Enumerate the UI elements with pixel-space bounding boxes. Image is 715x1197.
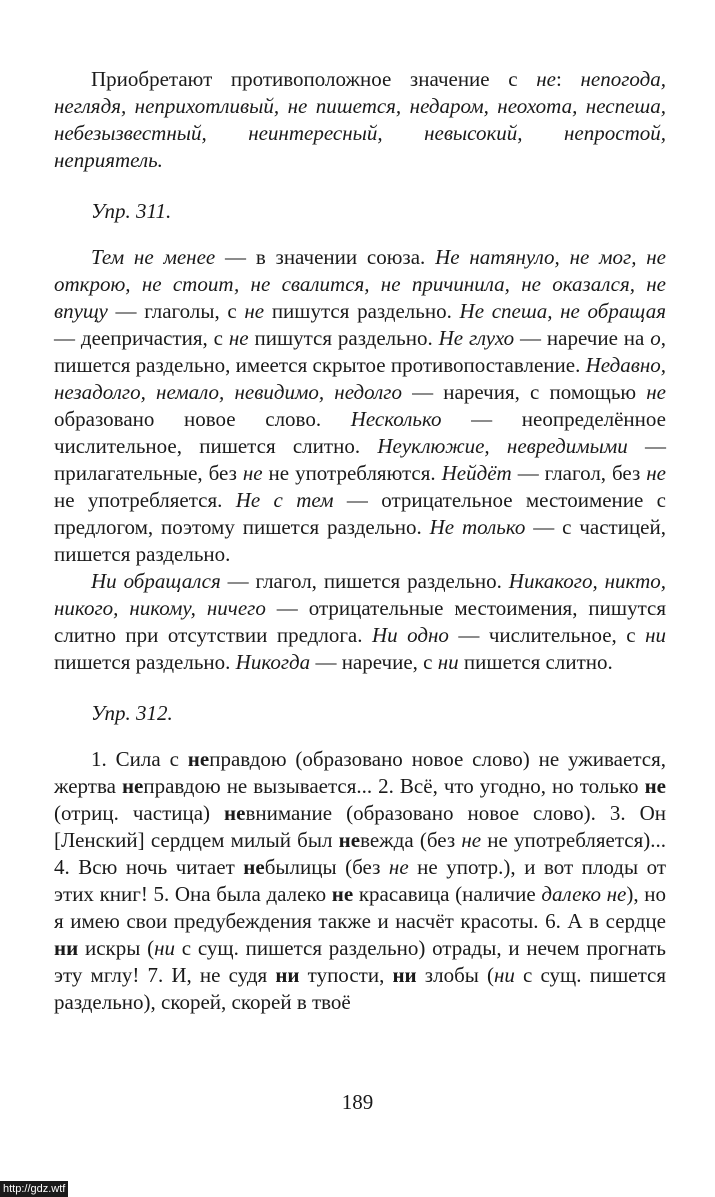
exercise-311-heading: Упр. 311. — [91, 199, 172, 223]
italic-text: не — [244, 299, 265, 323]
text-run: — в значении союза. — [215, 245, 436, 269]
text-run: вежда (без — [360, 828, 462, 852]
italic-text: Не только — [429, 515, 526, 539]
text-run: — числительное, с — [448, 623, 646, 647]
text-run: искры ( — [78, 936, 155, 960]
text-run: — деепричастия, с — [54, 326, 229, 350]
page-number: 189 — [341, 1090, 374, 1114]
italic-text: непогода, неглядя, неприхотливый, не пишется, недаром, неохота, неспеша, небезызвестный, неинтересный, невысокий, непростой, неприятель. — [54, 67, 666, 172]
text-run: пишется слитно. — [458, 650, 613, 674]
text-run: с сущ. пишется раздельно) отрады, и нечем прогнать эту мглу! 7. И, не судя — [54, 936, 666, 987]
italic-text: Неуклюжие, невредимыми — [377, 434, 628, 458]
italic-text: не — [242, 461, 263, 485]
intro-paragraph — [54, 66, 666, 174]
italic-text: Не глухо — [438, 326, 515, 350]
text-run: — отрицательные местоимения, пишутся слитно при отсутствии предлога. — [54, 596, 666, 647]
bold-text: не — [338, 828, 361, 852]
text-run: — наречие, с — [310, 650, 438, 674]
italic-text: Ни обращался — [91, 569, 221, 593]
italic-text: Тем не менее — [91, 245, 216, 269]
bold-text: не — [644, 774, 666, 798]
text-run: 1. Сила с — [91, 747, 188, 771]
italic-text: Не натянуло, не мог, не открою, не стоит, не свалится, не причинила, не оказался, не впущу — [54, 245, 667, 323]
text-run: пишется раздельно. — [54, 650, 236, 674]
bold-text: ни — [392, 963, 417, 987]
text-run: красавица (наличие — [353, 882, 542, 906]
italic-text: не — [536, 67, 556, 91]
italic-text: о — [650, 326, 661, 350]
exercise-311-paragraph-2 — [54, 568, 666, 676]
italic-text: ни — [437, 650, 459, 674]
italic-text: ни — [645, 623, 666, 647]
italic-text: Ни одно — [371, 623, 449, 647]
text-run: былицы (без — [264, 855, 389, 879]
text-run: не употр.), и вот плоды от этих книг! 5. Она была далеко — [54, 855, 667, 906]
text-run: правдою (образовано новое слово) не уживается, жертва — [54, 747, 666, 798]
text-run: — с частицей, пишется раздельно. — [54, 515, 666, 566]
italic-text: не — [461, 828, 482, 852]
text-run: не употребляются. — [262, 461, 442, 485]
exercise-311-paragraph-1 — [54, 244, 666, 568]
text-run: — глагол, пишется раздельно. — [220, 569, 509, 593]
italic-text: Никогда — [235, 650, 311, 674]
italic-text: Не спеша, не обращая — [459, 299, 666, 323]
text-run: — наречие на — [514, 326, 651, 350]
text-run: — наречия, с помощью — [401, 380, 647, 404]
text-run: ), но я имею свои предубеждения также и насчёт красоты. 6. А в сердце — [54, 882, 666, 933]
bold-text: не — [243, 855, 265, 879]
text-run: не употребляется. — [54, 488, 236, 512]
bold-text: не — [331, 882, 354, 906]
italic-text: Несколько — [350, 407, 442, 431]
text-run: пишутся раздельно. — [248, 326, 439, 350]
page-body — [54, 66, 666, 1016]
bold-text: не — [224, 801, 246, 825]
text-run: (отриц. частица) — [54, 801, 225, 825]
text-run: — прилагательные, без — [54, 434, 666, 485]
italic-text: Нейдёт — [441, 461, 512, 485]
italic-text: Не с тем — [235, 488, 334, 512]
italic-text: не — [646, 380, 667, 404]
text-run: с сущ. пишется раздельно), скорей, скорей в твоё — [54, 963, 666, 1014]
text-run: пишутся раздельно. — [264, 299, 460, 323]
exercise-312-paragraph — [54, 746, 666, 1016]
text-run: Приобретают противоположное значение с — [91, 67, 537, 91]
text-run: внимание (образовано новое слово). 3. Он [Ленский] сердцем милый был — [54, 801, 666, 852]
italic-text: не — [646, 461, 666, 485]
text-run: правдою не вызывается... 2. Всё, что угодно, но только — [143, 774, 645, 798]
text-run: — глаголы, с — [107, 299, 245, 323]
bold-text: не — [121, 774, 144, 798]
italic-text: не — [388, 855, 409, 879]
italic-text: ни — [154, 936, 176, 960]
text-run: не употребляется)... 4. Всю ночь читает — [54, 828, 666, 879]
italic-text: далеко не — [541, 882, 627, 906]
watermark-link[interactable]: http://gdz.wtf — [0, 1181, 68, 1197]
text-run: — неопределённое числительное, пишется слитно. — [54, 407, 666, 458]
italic-text: ни — [494, 963, 515, 987]
text-run: злобы ( — [416, 963, 494, 987]
italic-text: Недавно, незадолго, немало, невидимо, недолго — [54, 353, 666, 404]
text-run: — глагол, без — [511, 461, 647, 485]
italic-text: не — [228, 326, 249, 350]
text-run: образовано новое слово. — [54, 407, 351, 431]
exercise-312-heading: Упр. 312. — [91, 701, 173, 725]
text-run: , пишется раздельно, имеется скрытое противопоставление. — [54, 326, 666, 377]
bold-text: ни — [54, 936, 79, 960]
bold-text: ни — [275, 963, 300, 987]
bold-text: не — [187, 747, 210, 771]
text-run: : — [555, 67, 581, 91]
text-run: — отрицательное местоимение с предлогом, поэтому пишется раздельно. — [54, 488, 666, 539]
text-run: тупости, — [299, 963, 393, 987]
italic-text: Никакого, никто, никого, никому, ничего — [54, 569, 667, 620]
